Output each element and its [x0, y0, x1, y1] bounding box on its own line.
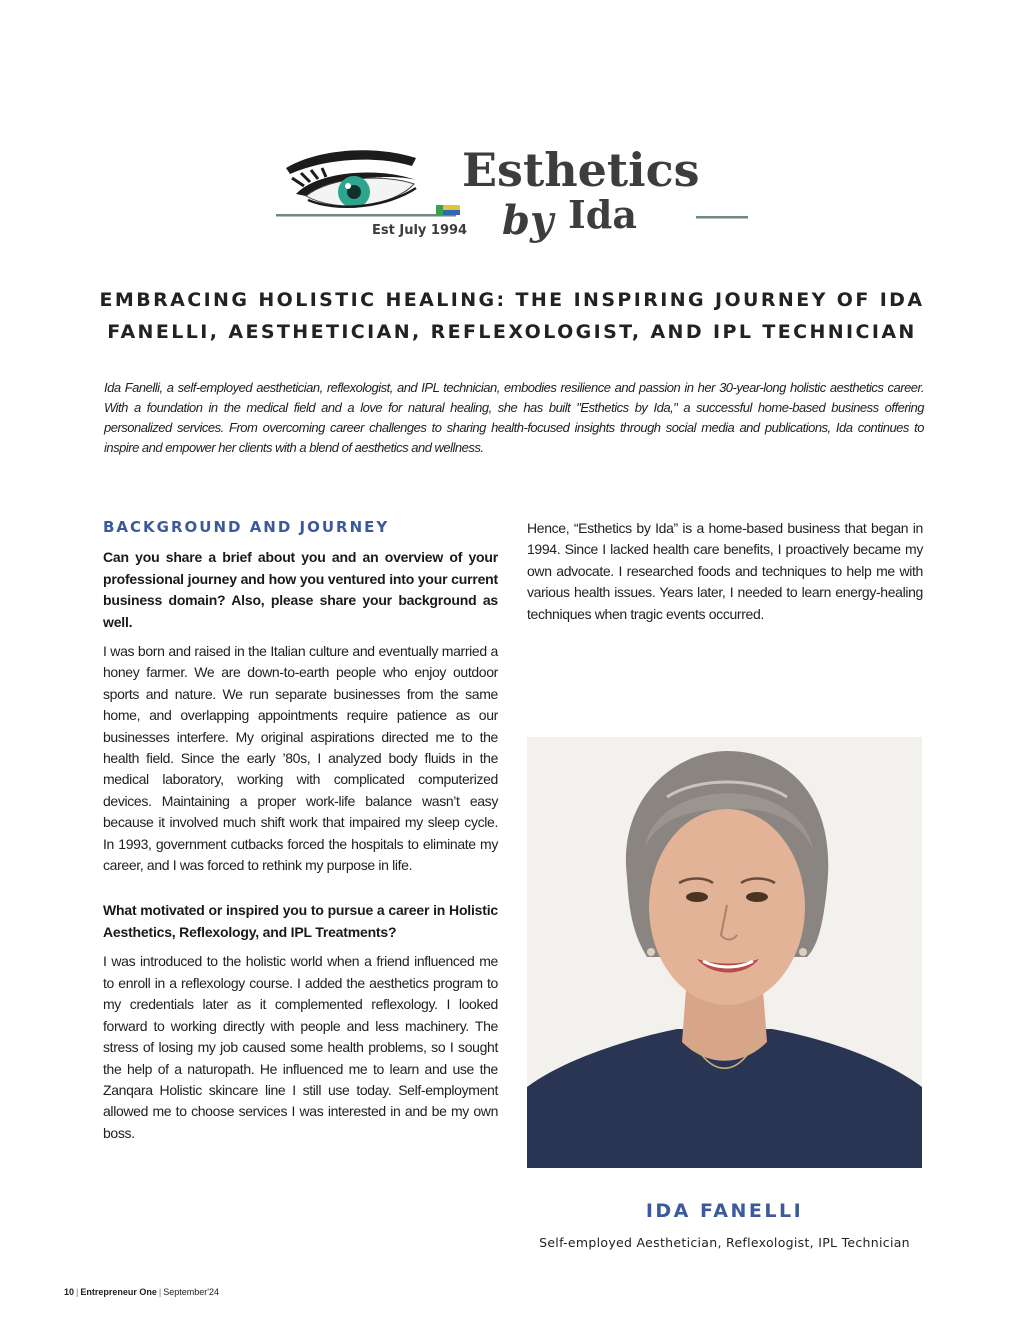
page-footer: 10 | Entrepreneur One | September'24	[64, 1287, 219, 1297]
question-1: Can you share a brief about you and an overview of your professional journey and how you ventured into your current business domain? Also, please share your background as well.	[103, 549, 498, 630]
issue-date: September'24	[163, 1287, 219, 1297]
article-intro: Ida Fanelli, a self-employed aesthetician, reflexologist, and IPL technician, embodies resilience and passion in her 30-year-long holistic aesthetics career. With a foundation in the medical field and a love for natural healing, she has built "Esthetics by Ida," a successful home-based business offering personalized services. From overcoming career challenges to sharing health-focused insights through social media and publications, Ida continues to inspire and empower her clients with a blend of aesthetics and wellness.	[104, 380, 924, 455]
answer-2: I was introduced to the holistic world when a friend influenced me to enroll in a reflexology course. I added the aesthetics program to my credentials later as it complemented reflexology. I looked forward to working directly with people and less machinery. The stress of losing my job caused some health problems, so I sought the help of a naturopath. He influenced me to learn and use the Zanqara Holistic skincare line I still use today. Self-employment allowed me to choose services I was interested in and be my own boss.	[103, 953, 498, 1141]
est-date-text: Est July 1994	[372, 223, 468, 238]
profile-role: Self-employed Aesthetician, Reflexologist, IPL Technician	[539, 1235, 910, 1250]
profile-name: IDA FANELLI	[645, 1200, 804, 1222]
logo-brand-word: Esthetics	[462, 143, 700, 197]
portrait-photo	[527, 737, 922, 1168]
magazine-name: Entrepreneur One	[80, 1287, 157, 1297]
section-heading: BACKGROUND AND JOURNEY	[103, 518, 390, 536]
portrait-illustration	[527, 737, 922, 1168]
page-number: 10	[64, 1287, 75, 1297]
right-column	[527, 518, 923, 625]
brand-logo	[276, 142, 750, 246]
eye-logo-graphic	[276, 142, 750, 246]
logo-by-word: by	[502, 197, 554, 244]
answer-1-continued: Hence, “Esthetics by Ida” is a home-based business that began in 1994. Since I lacked health care benefits, I proactively became my own advocate. I researched foods and techniques to help me with various health issues. Years later, I needed to learn energy-healing techniques when tragic events occurred.	[527, 520, 923, 622]
question-2: What motivated or inspired you to pursue a career in Holistic Aesthetics, Reflexology, and IPL Treatments?	[103, 902, 498, 940]
left-column	[103, 518, 498, 1144]
answer-1: I was born and raised in the Italian culture and eventually married a honey farmer. We are down-to-earth people who enjoy outdoor sports and nature. We run separate businesses from the same home, and overlapping appointments require patience as our businesses interfere. My original aspirations directed me to the health field. Since the early ’80s, I analyzed body fluids in the medical laboratory, working with complicated computerized devices. Maintaining a proper work-life balance wasn’t easy because it involved much shift work that impaired my sleep cycle. In 1993, government cutbacks forced the hospitals to eliminate my career, and I was forced to rethink my purpose in life.	[103, 643, 498, 874]
logo-name-word: Ida	[568, 192, 637, 237]
article-headline: EMBRACING HOLISTIC HEALING: THE INSPIRING JOURNEY OF IDA FANELLI, AESTHETICIAN, REFLEXOLOGIST, AND IPL TECHNICIAN	[99, 289, 925, 343]
